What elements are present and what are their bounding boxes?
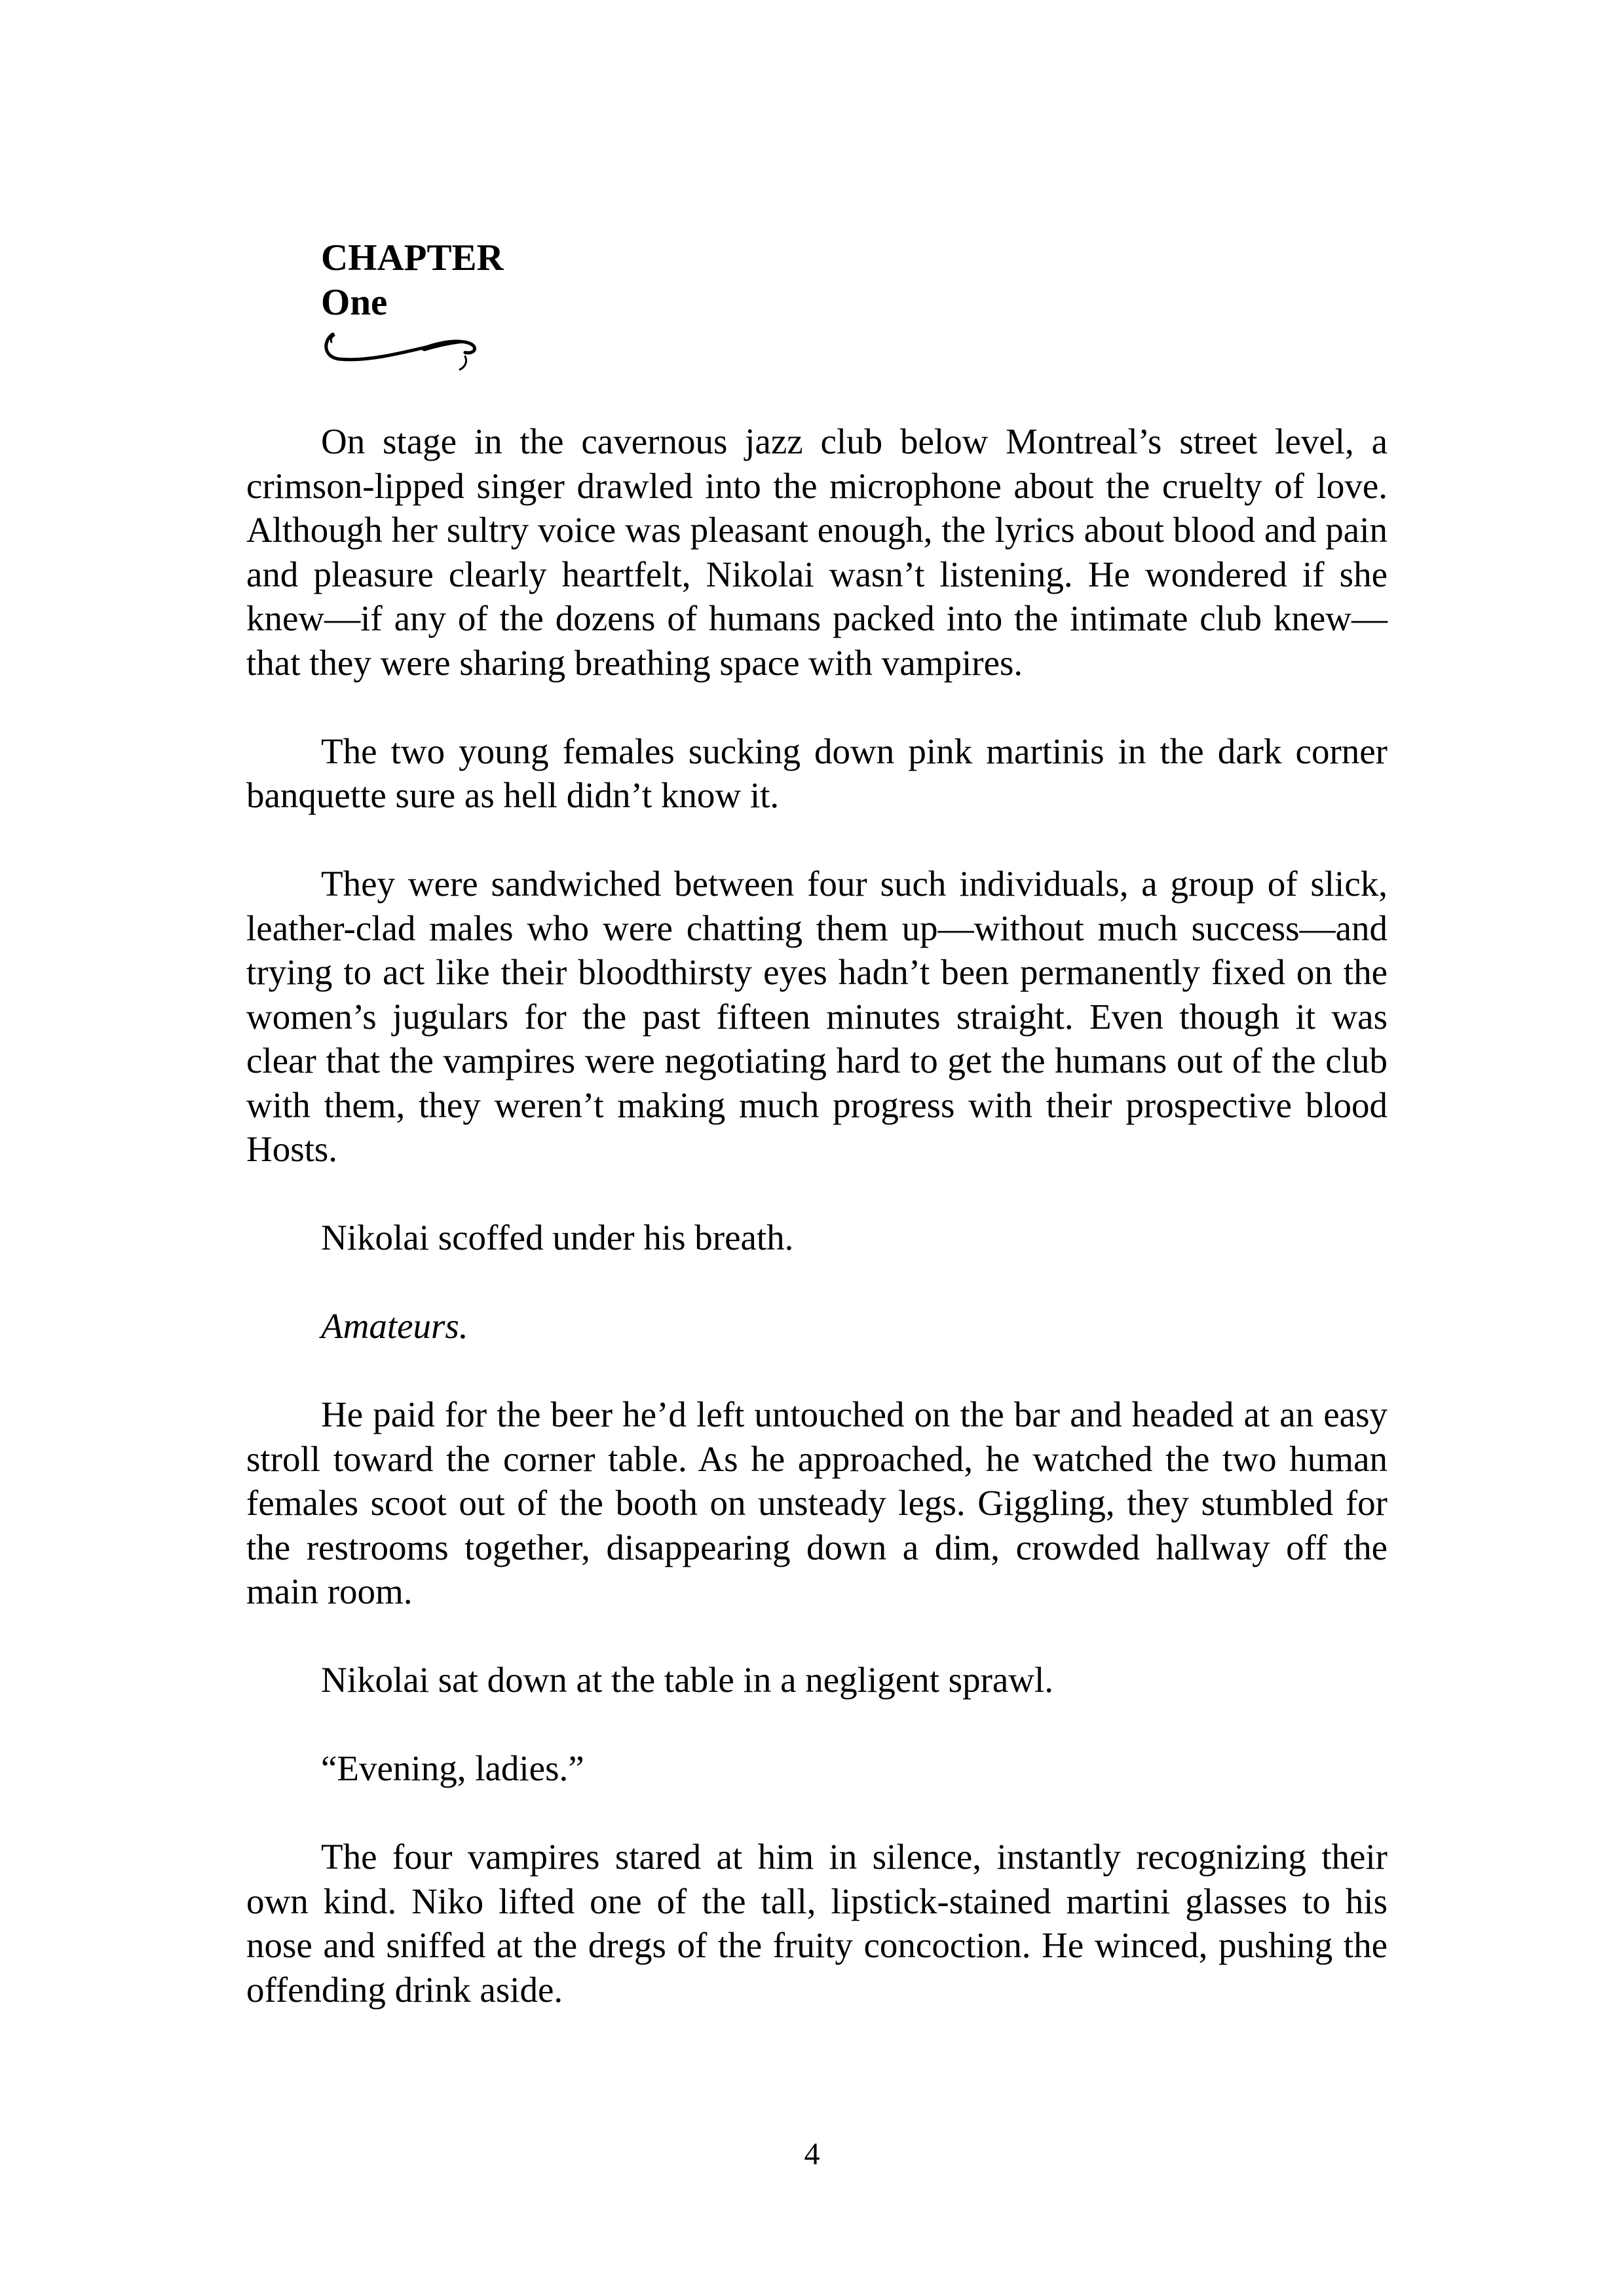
paragraph: He paid for the beer he’d left untouched on the bar and headed at an easy stroll toward the corner table. As he approached, he watched the two human females scoot out of the booth on unsteady legs. Giggling, they stumbled for the restrooms together, disappearing down a dim, crowded hallway off the main room. [246,1394,1388,1611]
chapter-number-word: One [321,282,388,323]
paragraph: They were sandwiched between four such individuals, a group of slick, leather-clad males who were chatting them up—without much success—and trying to act like their bloodthirsty eyes hadn’t been permanently fixed on the women’s jugulars for the past fifteen minutes straight. Even though it was clear that the vampires were negotiating hard to get the humans out of the club with them, they weren’t making much progress with their prospective blood Hosts. [246,864,1388,1169]
paragraph: The four vampires stared at him in silence, instantly recognizing their own kind. Niko lifted one of the tall, lipstick-stained martini glasses to his nose and sniffed at the dregs of the fruity concoction. He winced, pushing the offending drink aside. [246,1837,1388,2010]
chapter-label: CHAPTER [321,237,504,278]
page-number: 4 [804,2137,820,2172]
paragraph-italic: Amateurs. [321,1306,468,1346]
paragraph: Nikolai scoffed under his breath. [321,1217,794,1257]
chapter-body-text [246,419,1388,2056]
paragraph: The two young females sucking down pink martinis in the dark corner banquette sure as hell didn’t know it. [246,731,1388,815]
paragraph: On stage in the cavernous jazz club below Montreal’s street level, a crimson-lipped singer drawled into the microphone about the cruelty of love. Although her sultry voice was pleasant enough, the lyrics about blood and pain and pleasure clearly heartfelt, Nikolai wasn’t listening. He wondered if she knew—if any of the dozens of humans packed into the intimate club knew—that they were sharing breathing space with vampires. [246,421,1388,683]
paragraph: Nikolai sat down at the table in a negligent sprawl. [321,1660,1054,1700]
paragraph: “Evening, ladies.” [321,1748,584,1788]
chapter-heading [321,236,504,325]
chapter-swash-ornament [320,328,483,380]
